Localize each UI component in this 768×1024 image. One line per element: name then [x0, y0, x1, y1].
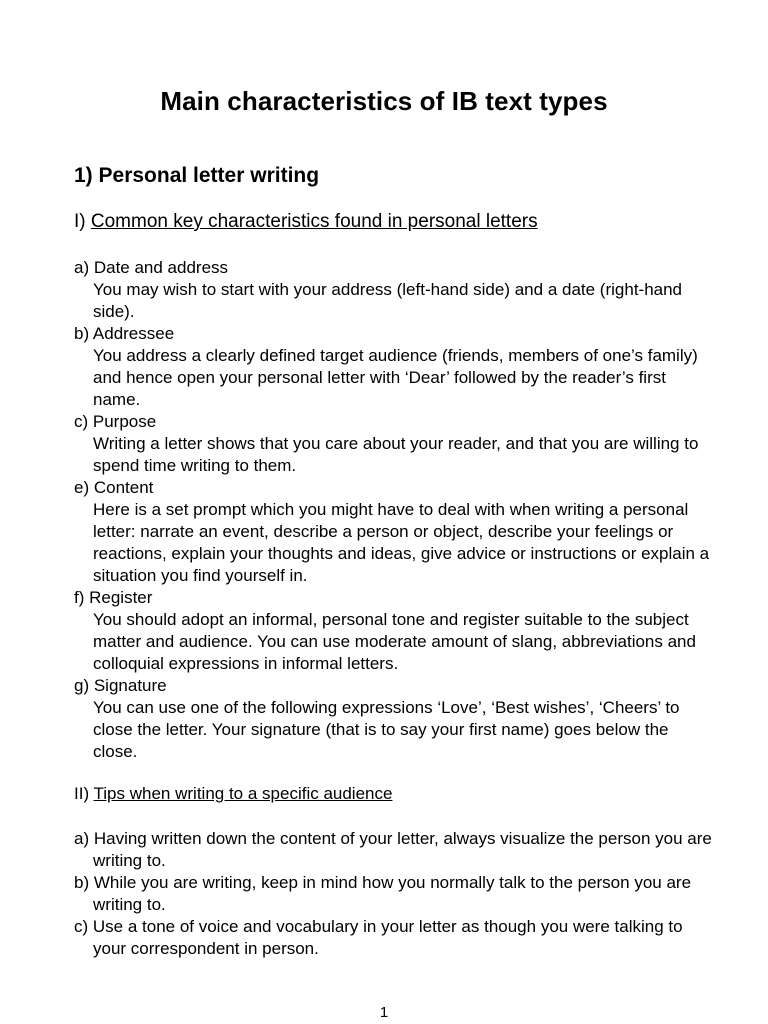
list-item	[74, 411, 714, 477]
item-label: b) Addressee	[74, 324, 175, 343]
page-title: Main characteristics of IB text types	[160, 86, 608, 116]
subsection-title: Common key characteristics found in personal letters	[90, 211, 538, 232]
tips-list	[74, 828, 714, 960]
item-label: a) Date and address	[74, 258, 229, 277]
item-text: You should adopt an informal, personal tone and register suitable to the subject matter and audience. You can use moderate amount of slang, abbreviations and colloquial expressions in informal letters.	[93, 610, 696, 673]
section-heading: 1) Personal letter writing	[74, 164, 320, 187]
subsection-heading-audience-tips	[74, 784, 392, 804]
item-text: Writing a letter shows that you care about your reader, and that you are willing to spend time writing to them.	[93, 434, 699, 475]
list-item	[74, 587, 714, 675]
item-text: You address a clearly defined target audience (friends, members of one’s family) and hence open your personal letter with ‘Dear’ followed by the reader’s first name.	[93, 346, 698, 409]
item-label: f) Register	[74, 588, 153, 607]
list-item	[74, 257, 714, 323]
item-text: Here is a set prompt which you might have to deal with when writing a personal letter: narrate an event, describe a person or object, describe your feelings or reactions, explain your thoughts and ideas, give advice or instructions or explain a situation you find yourself in.	[93, 500, 710, 585]
subsection-heading-common-characteristics	[74, 211, 538, 233]
subsection-numeral: I)	[74, 211, 86, 232]
item-label: g) Signature	[74, 676, 167, 695]
page-number: 1	[379, 1004, 389, 1021]
item-text: You may wish to start with your address (left-hand side) and a date (right-hand side).	[93, 280, 683, 321]
list-item: a) Having written down the content of your letter, always visualize the person you are writing to.	[74, 829, 712, 870]
item-label: c) Purpose	[74, 412, 157, 431]
subsection-title: Tips when writing to a specific audience	[93, 784, 393, 803]
list-item	[74, 675, 714, 763]
characteristics-list	[74, 257, 714, 763]
item-text: You can use one of the following expressions ‘Love’, ‘Best wishes’, ‘Cheers’ to close the letter. Your signature (that is to say your first name) goes below the close.	[93, 698, 680, 761]
item-label: e) Content	[74, 478, 154, 497]
list-item	[74, 323, 714, 411]
list-item: b) While you are writing, keep in mind how you normally talk to the person you are writing to.	[74, 873, 692, 914]
list-item	[74, 477, 714, 587]
list-item: c) Use a tone of voice and vocabulary in your letter as though you were talking to your correspondent in person.	[74, 917, 683, 958]
subsection-numeral: II)	[74, 784, 90, 803]
